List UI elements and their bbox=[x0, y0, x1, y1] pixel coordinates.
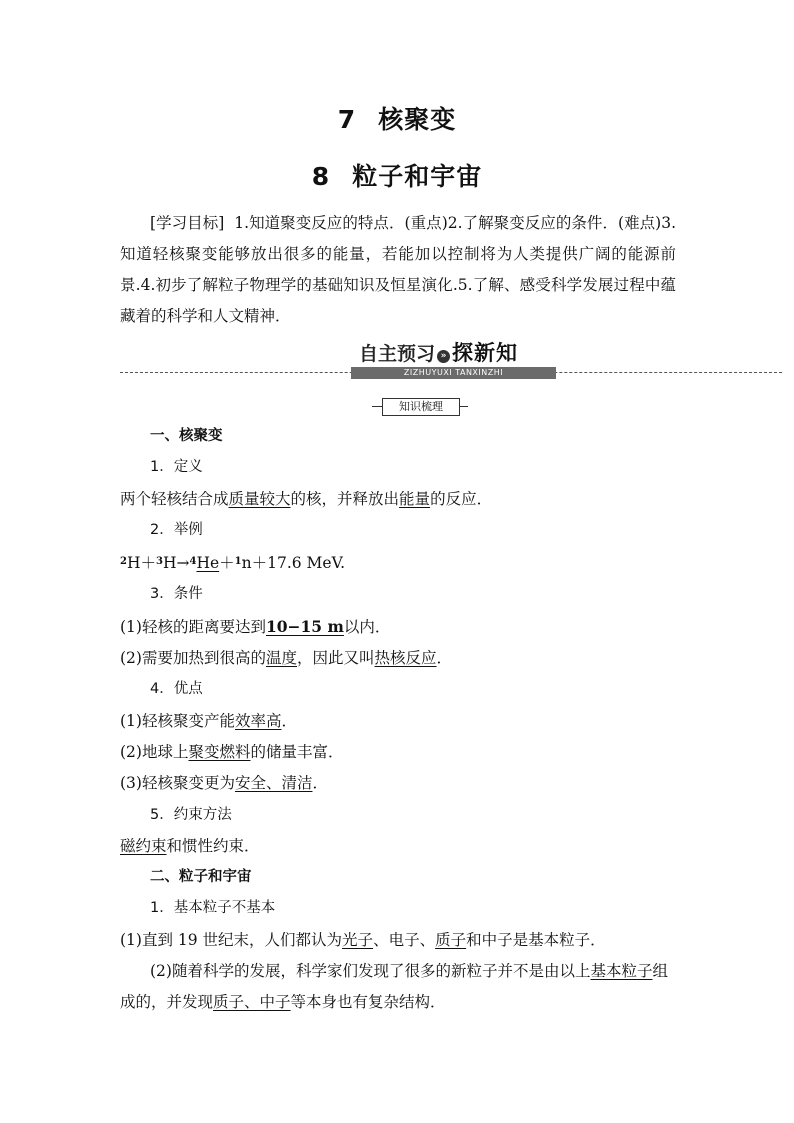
subheading: 4．优点 bbox=[150, 681, 203, 698]
subheading: 1．基本粒子不基本 bbox=[150, 900, 276, 917]
paragraph: (1)直到 19 世纪末，人们都认为光子、电子、质子和中子是基本粒子． bbox=[120, 930, 606, 949]
paragraph: (2)随着科学的发展，科学家们发现了很多的新粒子并不是由以上基本粒子组成的，并发现质子、中子等本身也有复杂结构． bbox=[120, 962, 668, 1012]
chapter-title-1: 7 核聚变 bbox=[337, 105, 457, 134]
subheading: 5．约束方法 bbox=[150, 806, 232, 823]
paragraph: 两个轻核结合成质量较大的核，并释放出能量的反应． bbox=[120, 489, 493, 508]
goals-label: [学习目标] bbox=[150, 214, 225, 232]
paragraph: (3)轻核聚变更为安全、清洁． bbox=[120, 774, 328, 793]
paragraph: (2)地球上聚变燃料的储量丰富． bbox=[120, 742, 344, 761]
reaction-equation: $^2$H＋$^3$H→$^4$He＋$^1$n＋17.6 MeV. bbox=[120, 554, 346, 573]
paragraph: (1)轻核聚变产能效率高． bbox=[120, 711, 297, 730]
chapter-title-2: 8 粒子和宇宙 bbox=[311, 162, 483, 191]
goals-text: 1.知道聚变反应的特点．(重点)2.了解聚变反应的条件．(难点)3.知道轻核聚变能够放出很多的能量，若能加以控制将为人类提供广阔的能源前景.4.初步了解粒子物理学的基础知识及恒星演化.5.了解、感受科学发展过程中蕴藏着的科学和人文精神． bbox=[120, 214, 676, 325]
knowledge-tag: 知识梳理 bbox=[372, 398, 468, 416]
paragraph: (2)需要加热到很高的温度，因此又叫热核反应． bbox=[120, 649, 453, 668]
content-body bbox=[120, 421, 676, 1019]
subheading: 3．条件 bbox=[150, 586, 203, 603]
learning-goals bbox=[120, 208, 676, 332]
subheading: 1．定义 bbox=[150, 459, 203, 476]
preview-banner: 自主预习 » 探新知 ZIZHUYUXI TANXINZHI bbox=[351, 340, 556, 380]
banner-subtitle: ZIZHUYUXI TANXINZHI bbox=[351, 367, 556, 379]
section-heading: 二、粒子和宇宙 bbox=[150, 869, 252, 886]
subheading: 2．举例 bbox=[150, 521, 203, 538]
paragraph: 磁约束和惯性约束． bbox=[120, 836, 260, 855]
section-heading: 一、核聚变 bbox=[150, 428, 223, 444]
paragraph: (1)轻核的距离要达到10−15 m以内． bbox=[120, 616, 391, 636]
arrow-icon: » bbox=[437, 350, 450, 363]
